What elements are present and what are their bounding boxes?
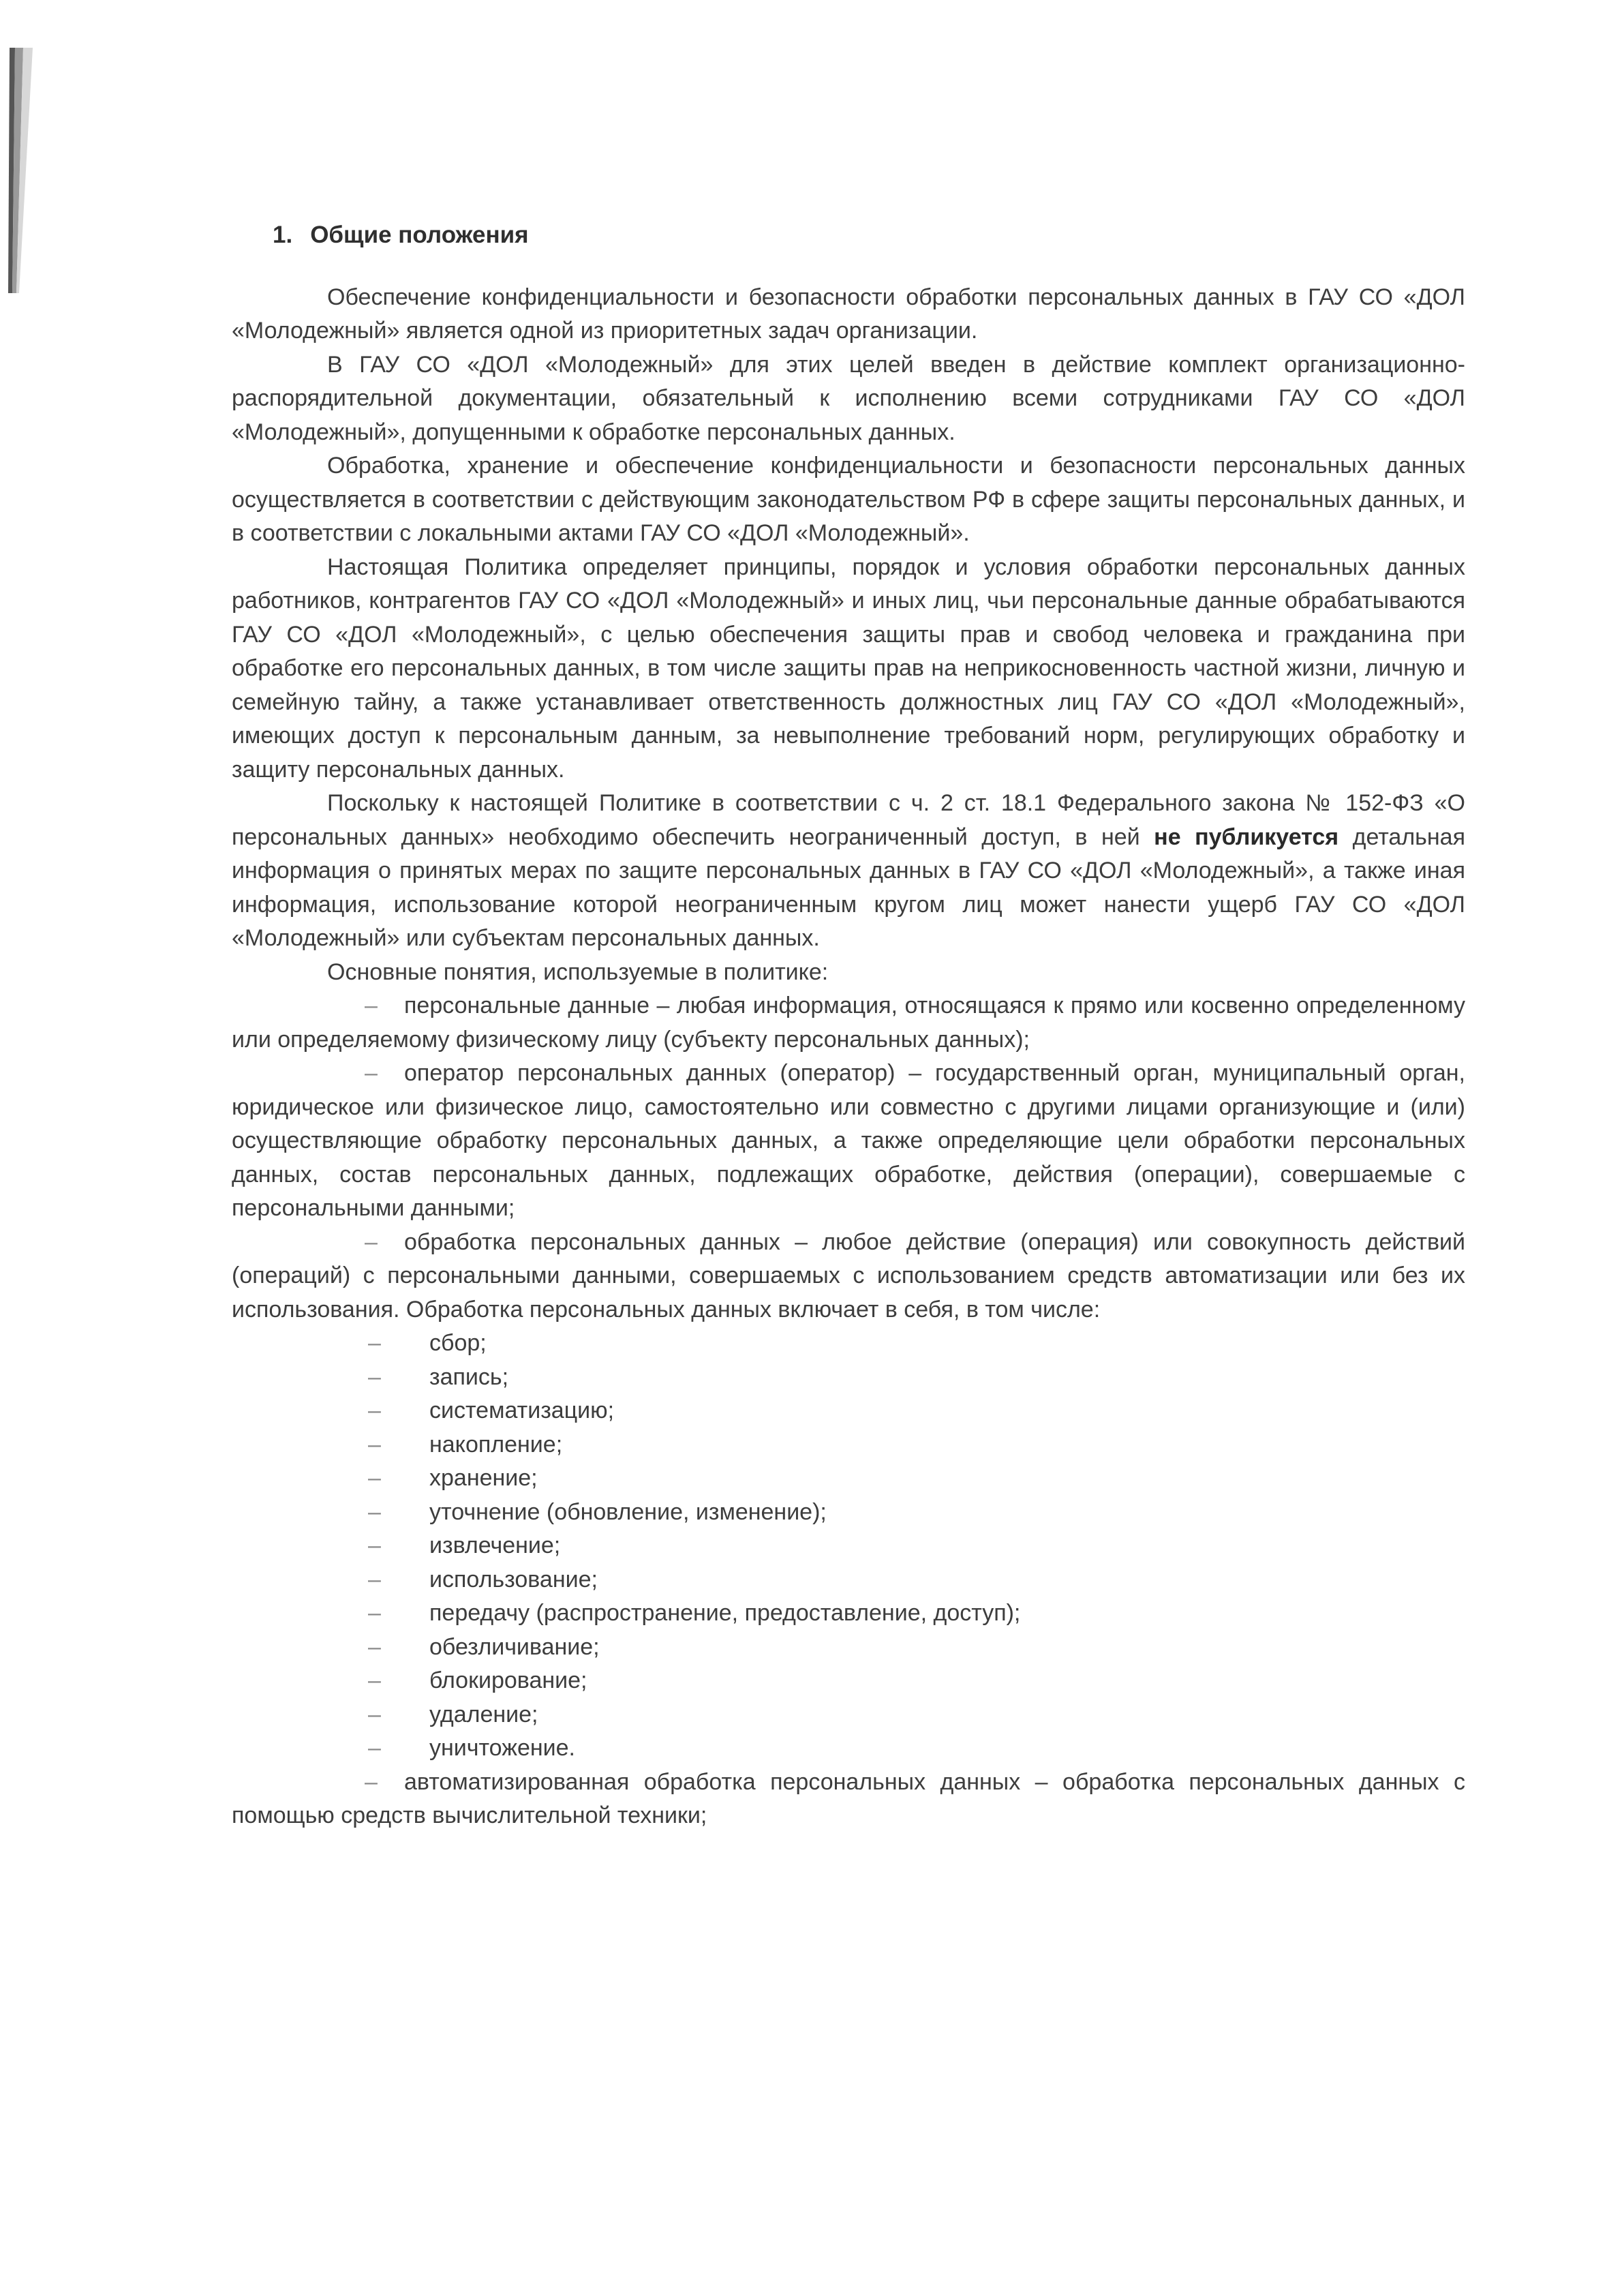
list-item <box>368 1664 1465 1698</box>
definition-automated-processing <box>232 1766 1465 1833</box>
list-item <box>368 1462 1465 1496</box>
paragraph-documentation: В ГАУ СО «ДОЛ «Молодежный» для этих целей введен в действие комплект организационно-распорядительной документации, обязательный к исполнению всеми сотрудниками ГАУ СО «ДОЛ «Молодежный», допущенными к обработке персональных данных. <box>232 351 1465 445</box>
list-item <box>368 1496 1465 1530</box>
list-item-text: уничтожение. <box>429 1735 575 1761</box>
dash-marker: – <box>368 1566 381 1592</box>
list-item <box>368 1428 1465 1462</box>
list-item-text: накопление; <box>429 1431 563 1457</box>
dash-marker: – <box>365 993 378 1018</box>
paragraph-priority: Обеспечение конфиденциальности и безопасности обработки персональных данных в ГАУ СО «ДОЛ «Молодежный» является одной из приоритетных задач организации. <box>232 284 1465 344</box>
section-heading <box>273 218 1465 252</box>
scan-edge-artifact <box>0 48 75 293</box>
dash-marker: – <box>368 1498 381 1525</box>
list-item-text: запись; <box>429 1363 509 1390</box>
dash-marker: – <box>368 1330 381 1356</box>
dash-marker: – <box>365 1228 378 1255</box>
dash-marker: – <box>368 1735 381 1761</box>
list-item <box>368 1597 1465 1631</box>
definition-text: оператор персональных данных (оператор) – государственный орган, муниципальный орган, юридическое или физическое лицо, самостоятельно или совместно с другими лицами организующие и (или) осуществляющие обработку персональных данных, а также определяющие цели обработки персональных данных, состав персональных данных, подлежащих обработке, действия (операции), совершаемые с персональными данными; <box>232 1060 1465 1221</box>
dash-marker: – <box>368 1363 381 1390</box>
definition-personal-data <box>232 989 1465 1057</box>
list-item-text: обезличивание; <box>429 1633 600 1660</box>
definition-processing <box>232 1226 1465 1327</box>
dash-marker: – <box>365 1768 378 1795</box>
dash-marker: – <box>368 1633 381 1660</box>
paragraph-publication <box>232 787 1465 956</box>
list-item <box>368 1327 1465 1361</box>
list-item-text: систематизацию; <box>429 1398 615 1423</box>
dash-marker: – <box>365 1060 378 1086</box>
list-item-text: удаление; <box>429 1701 538 1727</box>
list-item-text: использование; <box>429 1566 598 1592</box>
section-number: 1. <box>273 222 293 248</box>
list-item <box>368 1631 1465 1665</box>
publication-bold-text: не публикуется <box>1154 824 1339 850</box>
document-body <box>232 218 1465 1833</box>
dash-marker: – <box>368 1431 381 1457</box>
concepts-intro: Основные понятия, используемые в политике: <box>327 958 829 985</box>
dash-marker: – <box>368 1465 381 1491</box>
dash-marker: – <box>368 1600 381 1626</box>
list-item-text: уточнение (обновление, изменение); <box>429 1498 827 1525</box>
dash-marker: – <box>368 1667 381 1693</box>
list-item-text: извлечение; <box>429 1532 561 1558</box>
definition-text: персональные данные – любая информация, относящаяся к прямо или косвенно определенному или определяемому физическому лицу (субъекту персональных данных); <box>232 993 1465 1053</box>
list-item <box>368 1529 1465 1563</box>
paragraph-policy-scope: Настоящая Политика определяет принципы, порядок и условия обработки персональных данных работников, контрагентов ГАУ СО «ДОЛ «Молодежный» и иных лиц, чьи персональные данные обрабатываются ГАУ СО «ДОЛ «Молодежный», с целью обеспечения защиты прав и свобод человека и гражданина при обработке его персональных данных, в том числе защиты прав на неприкосновенность частной жизни, личную и семейную тайну, а также устанавливает ответственность должностных лиц ГАУ СО «ДОЛ «Молодежный», имеющих доступ к персональным данным, за невыполнение требований норм, регулирующих обработку и защиту персональных данных. <box>232 554 1465 783</box>
section-title: Общие положения <box>310 222 529 248</box>
definition-text: автоматизированная обработка персональных данных – обработка персональных данных с помощью средств вычислительной техники; <box>232 1768 1465 1828</box>
list-item <box>368 1361 1465 1395</box>
list-item <box>368 1563 1465 1597</box>
definition-text: обработка персональных данных – любое действие (операция) или совокупность действий (операций) с персональными данными, совершаемых с использованием средств автоматизации или без их использования. Обработка персональных данных включает в себя, в том числе: <box>232 1228 1465 1323</box>
dash-marker: – <box>368 1701 381 1727</box>
list-item-text: сбор; <box>429 1330 487 1356</box>
list-item <box>368 1394 1465 1428</box>
dash-marker: – <box>368 1532 381 1558</box>
processing-actions-list <box>232 1327 1465 1766</box>
list-item-text: хранение; <box>429 1465 538 1491</box>
paragraph-legislation: Обработка, хранение и обеспечение конфиденциальности и безопасности персональных данных осуществляется в соответствии с действующим законодательством РФ в сфере защиты персональных данных, и в соответствии с локальными актами ГАУ СО «ДОЛ «Молодежный». <box>232 453 1465 546</box>
publication-text-start: Поскольку к настоящей Политике в соответствии с ч. 2 ст. 18.1 Федерального закона № 152-ФЗ «О персональных данных» необходимо обеспечить неограниченный доступ, в ней <box>232 790 1465 850</box>
list-item <box>368 1732 1465 1766</box>
list-item <box>368 1698 1465 1732</box>
publication-text-end: детальная информация о принятых мерах по защите персональных данных в ГАУ СО «ДОЛ «Молодежный», а также иная информация, использование которой неограниченным кругом лиц может нанести ущерб ГАУ СО «ДОЛ «Молодежный» или субъектам персональных данных. <box>232 824 1465 951</box>
list-item-text: передачу (распространение, предоставление, доступ); <box>429 1600 1021 1626</box>
definition-operator <box>232 1057 1465 1226</box>
list-item-text: блокирование; <box>429 1667 587 1693</box>
dash-marker: – <box>368 1398 381 1423</box>
